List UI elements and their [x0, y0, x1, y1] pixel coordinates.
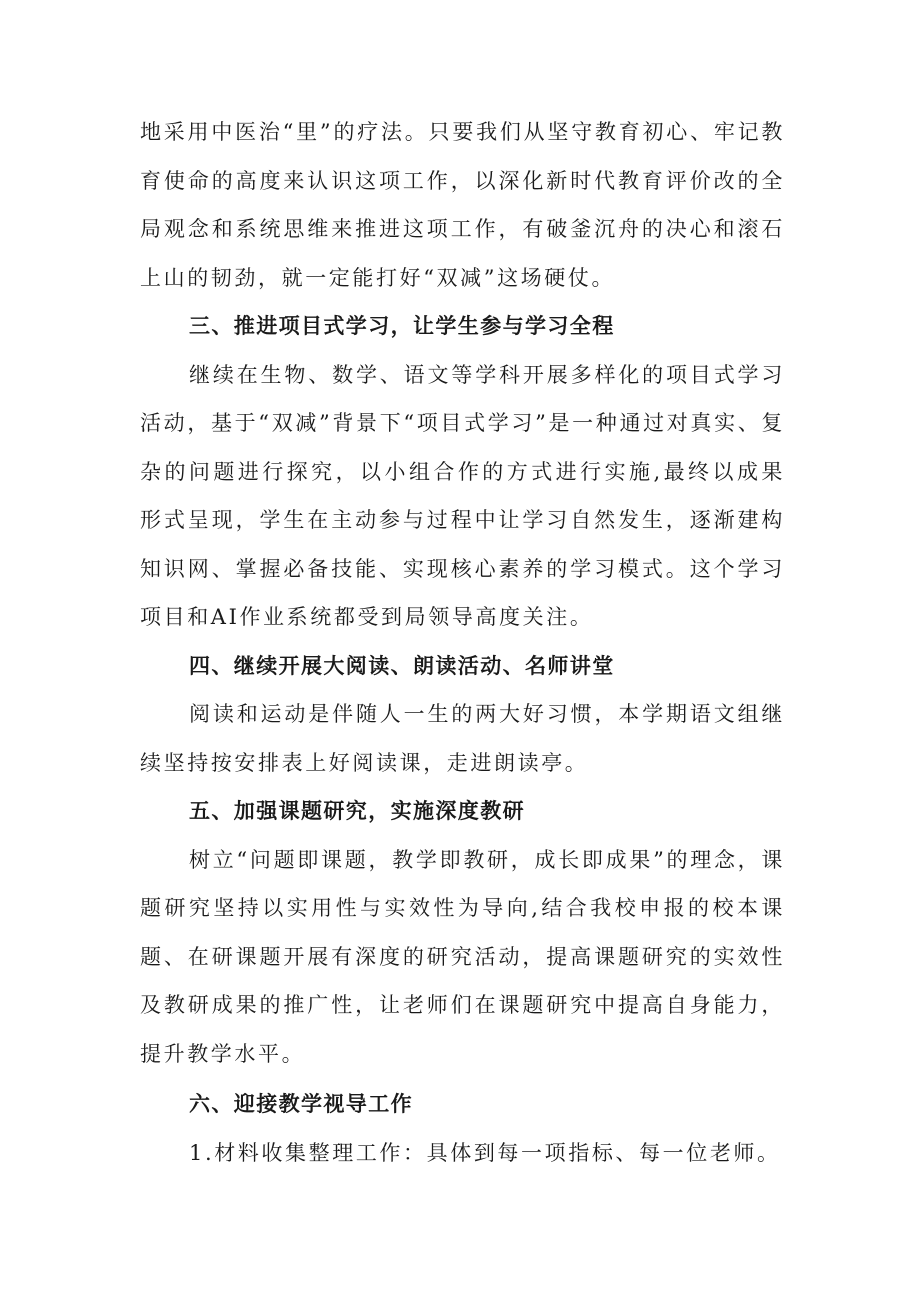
section-heading-3: 三、推进项目式学习，让学生参与学习全程	[189, 314, 615, 338]
paragraph-inspection-item-1: 1.材料收集整理工作：具体到每一项指标、每一位老师。	[189, 1140, 781, 1165]
section-heading-4: 四、继续开展大阅读、朗读活动、名师讲堂	[189, 653, 615, 678]
paragraph-research: 树立“问题即课题，教学即教研，成长即成果”的理念，课题研究坚持以实用性与实效性为导向,结合我校申报的校本课题、在研课题开展有深度的研究活动，提高课题研究的实效性及教研成果的推广性，让老师们在课题研究中提高自身能力，提升教学水平。	[140, 847, 785, 1066]
paragraph-project-learning: 继续在生物、数学、语文等学科开展多样化的项目式学习活动，基于“双减”背景下“项目式学习”是一种通过对真实、复杂的问题进行探究，以小组合作的方式进行实施,最终以成果形式呈现，学生在主动参与过程中让学习自然发生，逐渐建构知识网、掌握必备技能、实现核心素养的学习模式。这个学习项目和AI作业系统都受到局领导高度关注。	[140, 362, 785, 629]
document-page	[140, 108, 785, 1177]
paragraph-intro: 地采用中医治“里”的疗法。只要我们从坚守教育初心、牢记教育使命的高度来认识这项工作，以深化新时代教育评价改的全局观念和系统思维来推进这项工作，有破釜沉舟的决心和滚石上山的韧劲，就一定能打好“双减”这场硬仗。	[140, 120, 785, 290]
section-heading-5: 五、加强课题研究，实施深度教研	[189, 799, 525, 823]
section-heading-6: 六、迎接教学视导工作	[189, 1092, 413, 1116]
paragraph-reading: 阅读和运动是伴随人一生的两大好习惯，本学期语文组继续坚持按安排表上好阅读课，走进朗读亭。	[140, 702, 785, 775]
